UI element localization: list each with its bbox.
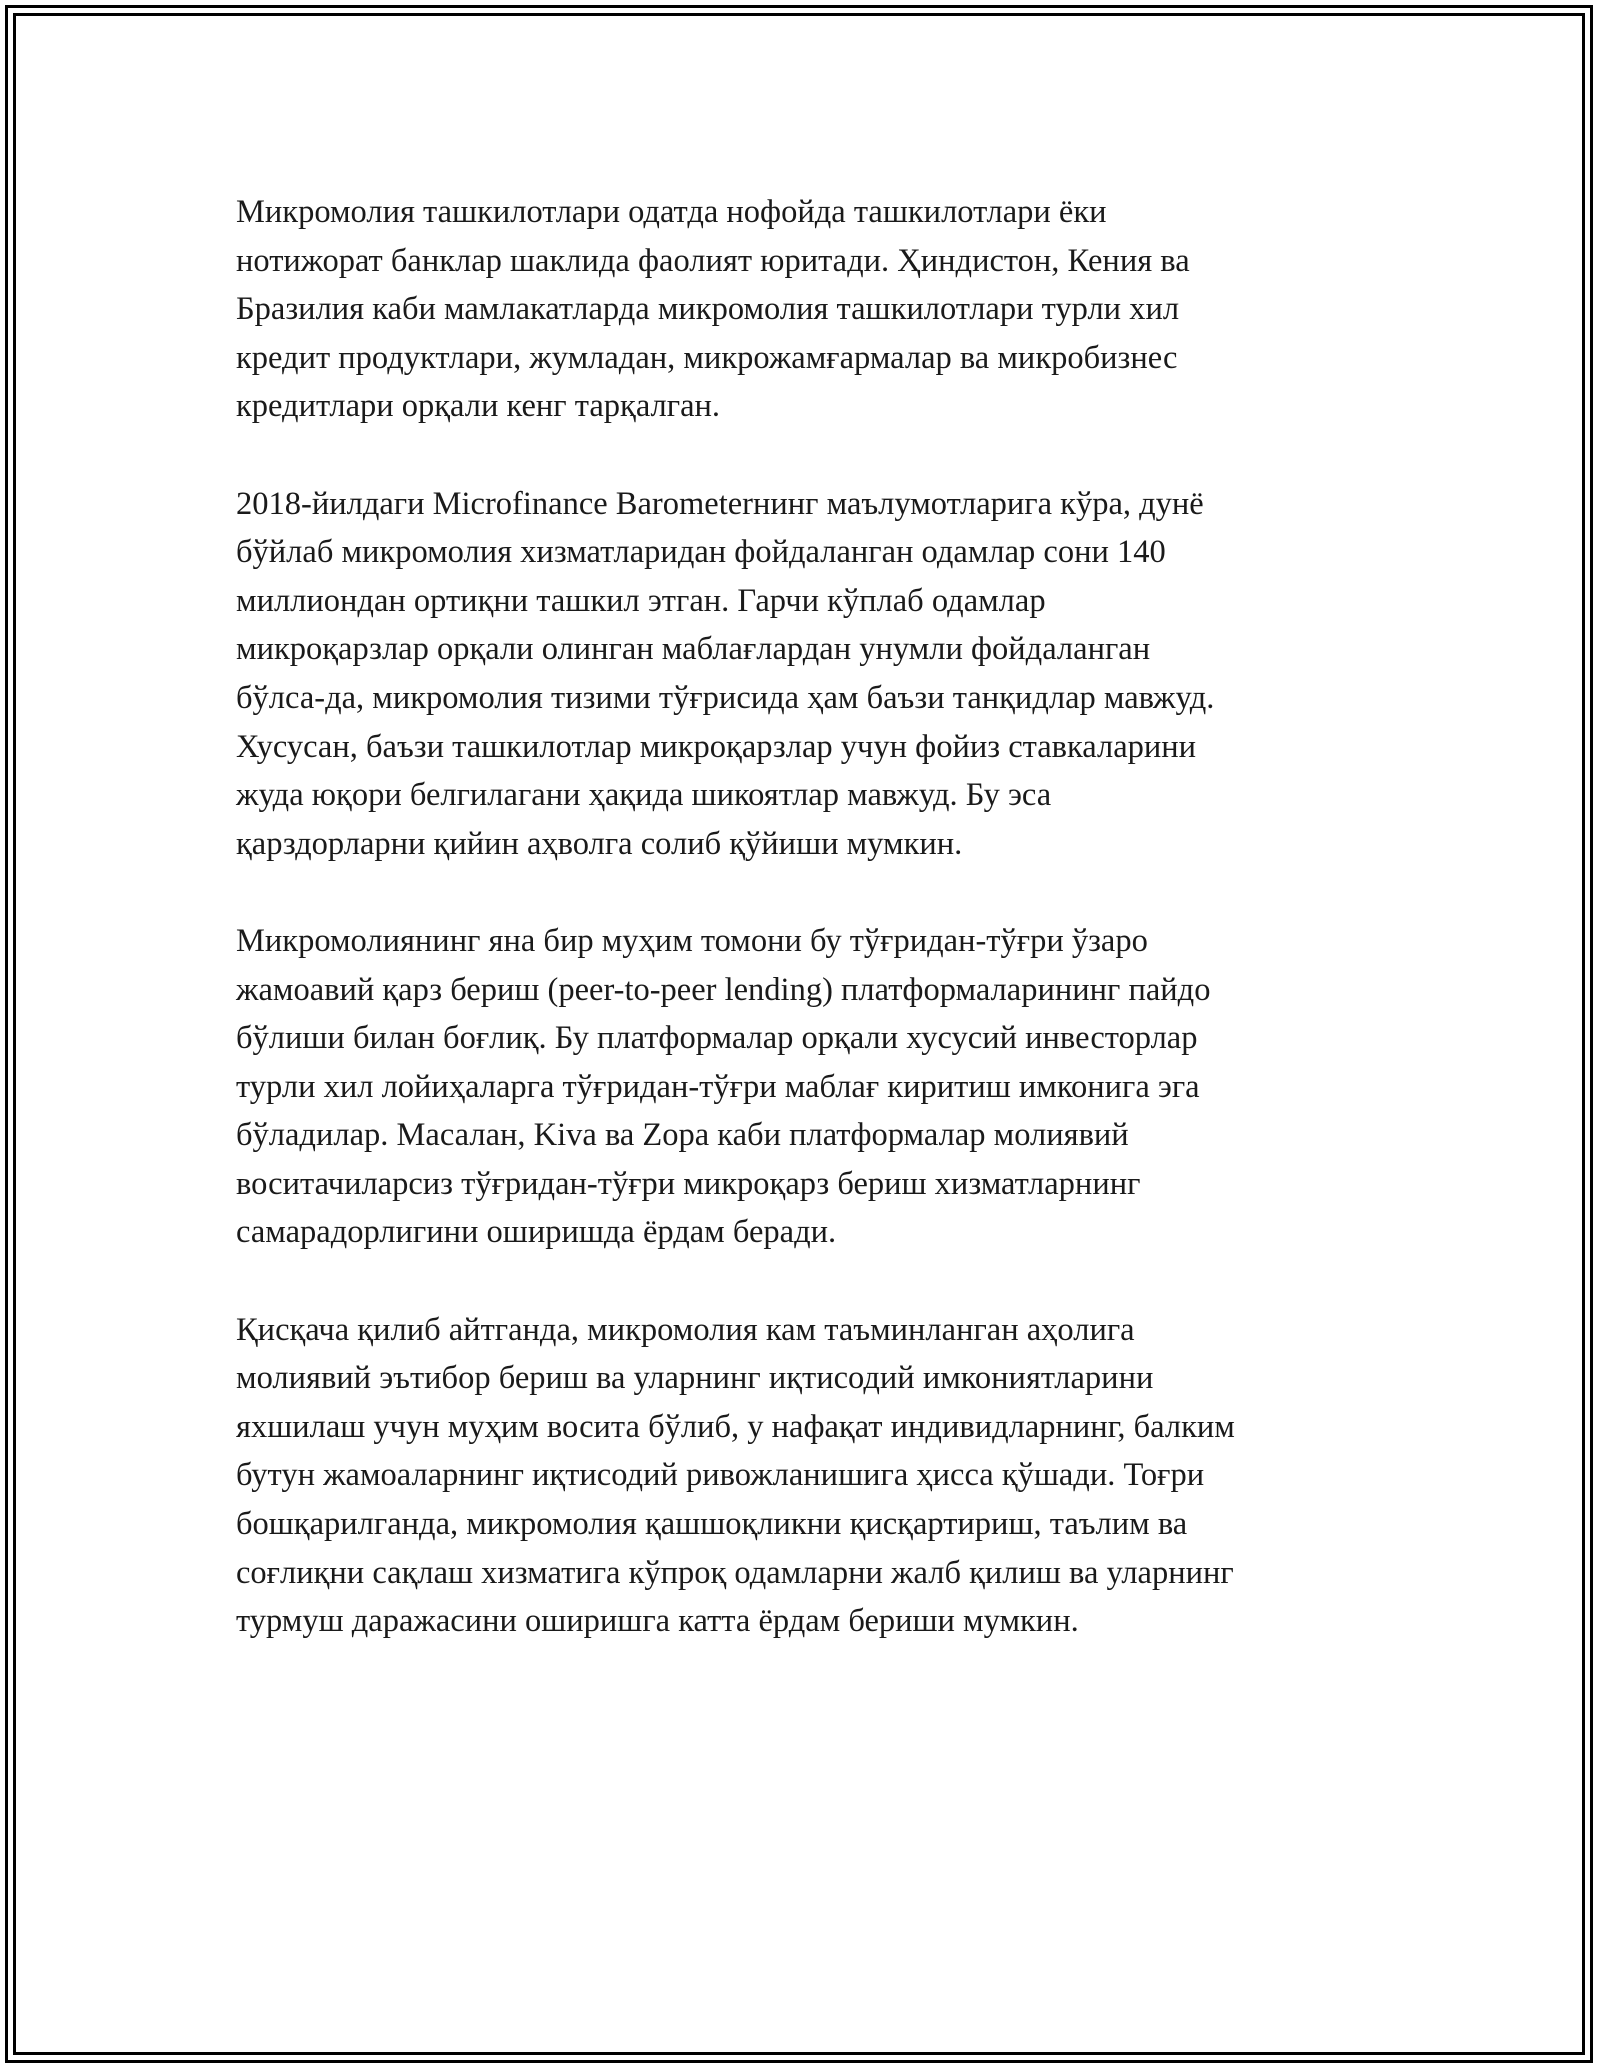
line: воситачиларсиз тўғридан-тўғри микроқарз бериш хизматларнинг (236, 1165, 1141, 1202)
line: бўйлаб микромолия хизматларидан фойдаланган одамлар сони 140 (236, 534, 1166, 571)
line: қарздорларни қийин аҳволга солиб қўйиши мумкин. (236, 825, 963, 862)
line: жуда юқори белгилагани ҳақида шикоятлар мавжуд. Бу эса (236, 777, 1052, 814)
paragraph-2 (236, 480, 1416, 869)
line: турмуш даражасини оширишга катта ёрдам бериши мумкин. (236, 1603, 1079, 1640)
paragraph-3 (236, 917, 1416, 1257)
line: яхшилаш учун муҳим восита бўлиб, у нафақат индивидларнинг, балким (236, 1408, 1235, 1445)
line: соғлиқни сақлаш хизматига кўпроқ одамларни жалб қилиш ва уларнинг (236, 1554, 1234, 1591)
line: Микромолиянинг яна бир муҳим томони бу тўғридан-тўғри ўзаро (236, 922, 1148, 959)
line: бўладилар. Масалан, Kiva ва Zopa каби платформалар молиявий (236, 1117, 1129, 1154)
line: Бразилия каби мамлакатларда микромолия ташкилотлари турли хил (236, 291, 1180, 328)
line: бўлиши билан боғлиқ. Бу платформалар орқали хусусий инвесторлар (236, 1020, 1198, 1057)
paragraph-1 (236, 188, 1416, 431)
line: турли хил лойиҳаларга тўғридан-тўғри маблағ киритиш имконига эга (236, 1068, 1200, 1105)
document-body (236, 188, 1416, 1694)
line: самарадорлигини оширишда ёрдам беради. (236, 1214, 837, 1251)
line: Хусусан, баъзи ташкилотлар микроқарзлар учун фойиз ставкаларини (236, 728, 1197, 765)
line: жамоавий қарз бериш (peer-to-peer lending) платформаларининг пайдо (236, 971, 1211, 1008)
line: Микромолия ташкилотлари одатда нофойда ташкилотлари ёки (236, 194, 1107, 230)
line: бўлса-да, микромолия тизими тўғрисида ҳам баъзи танқидлар мавжуд. (236, 679, 1215, 716)
line: нотижорат банклар шаклида фаолият юритади. Ҳиндистон, Кения ва (236, 242, 1190, 279)
line: Қисқача қилиб айтганда, микромолия кам таъминланган аҳолига (236, 1311, 1135, 1348)
paragraph-4 (236, 1306, 1416, 1646)
line: кредитлари орқали кенг тарқалган. (236, 388, 721, 425)
line: кредит продуктлари, жумладан, микрожамғармалар ва микробизнес (236, 339, 1178, 376)
line: бошқарилганда, микромолия қашшоқликни қисқартириш, таълим ва (236, 1506, 1188, 1543)
line: бутун жамоаларнинг иқтисодий ривожланишига ҳисса қўшади. Тоғри (236, 1457, 1205, 1494)
line: миллиондан ортиқни ташкил этган. Гарчи кўплаб одамлар (236, 582, 1046, 619)
line: 2018-йилдаги Microfinance Barometerнинг маълумотларига кўра, дунё (236, 485, 1204, 522)
line: молиявий эътибор бериш ва уларнинг иқтисодий имкониятларини (236, 1360, 1154, 1397)
line: микроқарзлар орқали олинган маблағлардан унумли фойдаланган (236, 631, 1151, 668)
